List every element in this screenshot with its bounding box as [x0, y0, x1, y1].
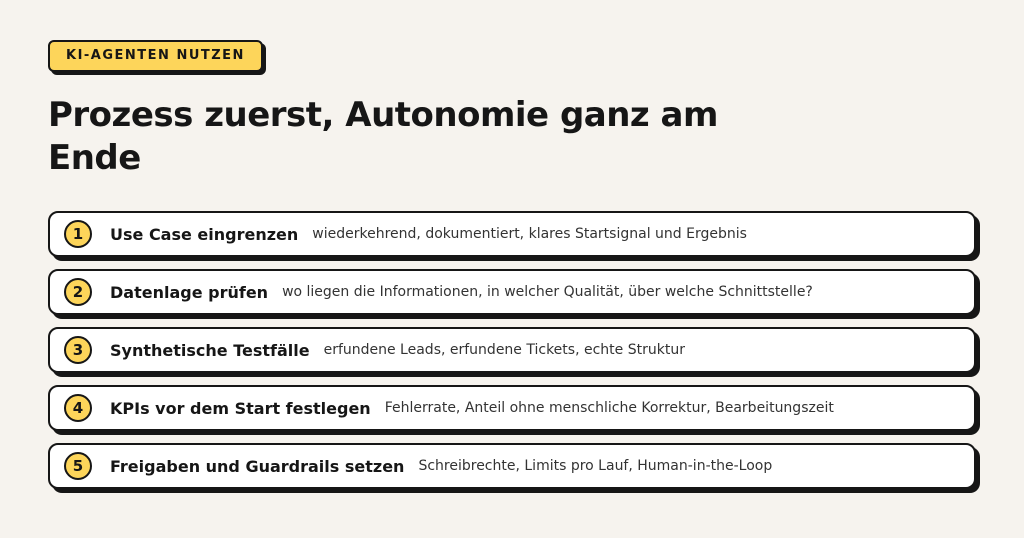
step-number-badge: 5: [64, 452, 92, 480]
step-description: wo liegen die Informationen, in welcher Qualität, über welche Schnittstelle?: [282, 284, 813, 300]
page-title: Prozess zuerst, Autonomie ganz am Ende: [48, 95, 718, 178]
step-label: Freigaben und Guardrails setzen: [110, 456, 405, 476]
step-description: Schreibrechte, Limits pro Lauf, Human-in-the-Loop: [418, 458, 773, 474]
step-number-badge: 4: [64, 394, 92, 422]
step-item-4: [48, 385, 976, 431]
step-description: erfundene Leads, erfundene Tickets, echte Struktur: [323, 342, 685, 358]
category-badge: KI-AGENTEN NUTZEN: [48, 40, 263, 72]
step-label: Synthetische Testfälle: [110, 340, 310, 360]
step-number-badge: 1: [64, 220, 92, 248]
step-label: KPIs vor dem Start festlegen: [110, 398, 371, 418]
step-item-2: [48, 269, 976, 315]
step-number-badge: 2: [64, 278, 92, 306]
step-description: Fehlerrate, Anteil ohne menschliche Korrektur, Bearbeitungszeit: [384, 400, 834, 416]
step-number-badge: 3: [64, 336, 92, 364]
step-label: Datenlage prüfen: [110, 282, 269, 302]
step-item-3: [48, 327, 976, 373]
step-label: Use Case eingrenzen: [110, 224, 299, 244]
step-description: wiederkehrend, dokumentiert, klares Startsignal und Ergebnis: [312, 226, 747, 242]
step-item-5: [48, 443, 976, 489]
steps-list: [48, 211, 976, 501]
step-item-1: [48, 211, 976, 257]
